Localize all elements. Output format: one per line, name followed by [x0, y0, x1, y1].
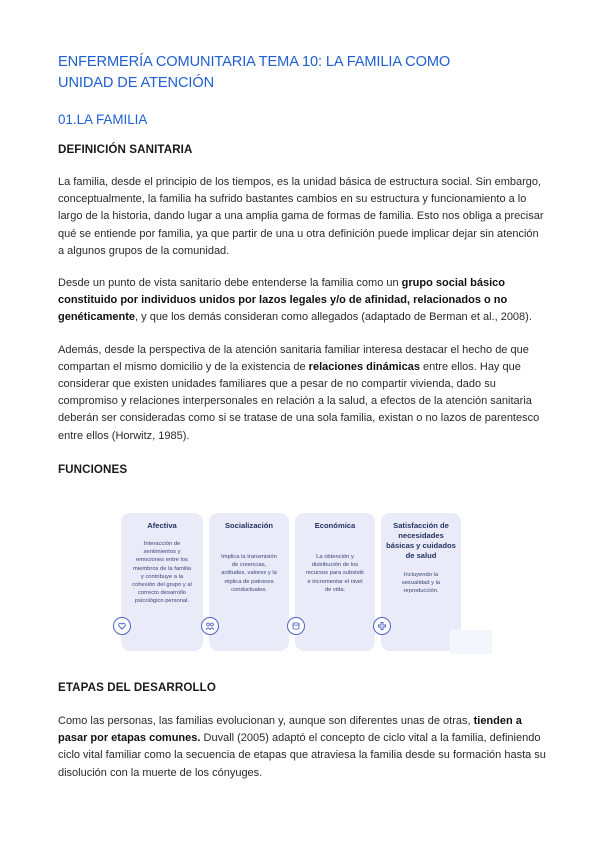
paragraph-definicion: Desde un punto de vista sanitario debe entenderse la familia como un grupo social básico constituido por individuos unidos por lazos legales y/o de afinidad, relacionados o no genéticamente, y que los demás consideran como allegados (adaptado de Berman et al., 2008).: [58, 277, 532, 324]
funciones-infographic: [111, 504, 488, 654]
document-title: ENFERMERÍA COMUNITARIA TEMA 10: LA FAMILIA COMO UNIDAD DE ATENCIÓN: [58, 54, 451, 91]
subheading-etapas-desarrollo: ETAPAS DEL DESARROLLO: [58, 681, 216, 694]
card-economica: [295, 513, 375, 651]
card-satisfaccion-necesidades: [381, 513, 461, 651]
card-title: Afectiva: [147, 521, 177, 530]
card-socializacion: [209, 513, 289, 651]
card-afectiva: [121, 513, 203, 651]
card-body: Interacción de sentimientos y emociones entre los miembros de la familia y contribuye a la cohesión del grupo y al correcto desarrollo psicológico personal.: [132, 541, 192, 605]
decorative-fade: [450, 630, 492, 654]
section-heading-la-familia: 01.LA FAMILIA: [58, 112, 148, 127]
medical-cross-icon: [373, 617, 391, 635]
paragraph-etapas: Como las personas, las familias evolucionan y, aunque son diferentes unas de otras, tienden a pasar por etapas comunes. Duvall (2005) adaptó el concepto de ciclo vital a la familia, definiendo ciclo vital familiar como la secuencia de etapas que atraviesa la familia desde su formación hasta su disolución con la muerte de los cónyuges.: [58, 715, 546, 779]
document-page: [58, 52, 546, 492]
heart-hands-icon: [113, 617, 131, 635]
etapas-section: [58, 681, 546, 795]
subheading-funciones: FUNCIONES: [58, 462, 128, 476]
card-body: Incluyendo la sexualidad y la reproducción.: [401, 572, 441, 595]
card-body: Implica la transmisión de creencias, actitudes, valores y la réplica de patrones conductuales.: [221, 554, 277, 593]
subheading-definicion-sanitaria: DEFINICIÓN SANITARIA: [58, 143, 193, 156]
card-body: La obtención y distribución de los recursos para subsistir e incrementar el nivel de vida.: [305, 554, 365, 593]
people-icon: [201, 617, 219, 635]
card-title: Económica: [314, 521, 356, 530]
card-title: Socialización: [224, 521, 274, 530]
paragraph-relaciones: Además, desde la perspectiva de la atención sanitaria familiar interesa destacar el hecho de que compartan el mismo domicilio y de la existencia de relaciones dinámicas entre ellos. Hay que considerar que existen unidades familiares que a pesar de no compartir vivienda, dado su compromiso y relaciones interpersonales en relación a la salud, a efectos de la atención sanitaria deberán ser consideradas como si se tratase de una sola familia, existan o no lazos de parentesco entre ellos (Horwitz, 1985).: [58, 343, 540, 442]
card-title: Satisfacción de necesidades básicas y cuidados de salud: [386, 521, 456, 560]
paragraph-familia-intro: La familia, desde el principio de los tiempos, es la unidad básica de estructura social. Sin embargo, conceptualmente, la familia ha sufrido bastantes cambios en su estructura y funcionamiento a lo largo de la historia, dando lugar a una amplia gama de formas de familia. Esto nos obliga a precisar qué se entiende por familia, ya que partir de una u otra definición puede implicar dejar sin atención a algunos grupos de la comunidad.: [58, 176, 544, 257]
coins-icon: [287, 617, 305, 635]
